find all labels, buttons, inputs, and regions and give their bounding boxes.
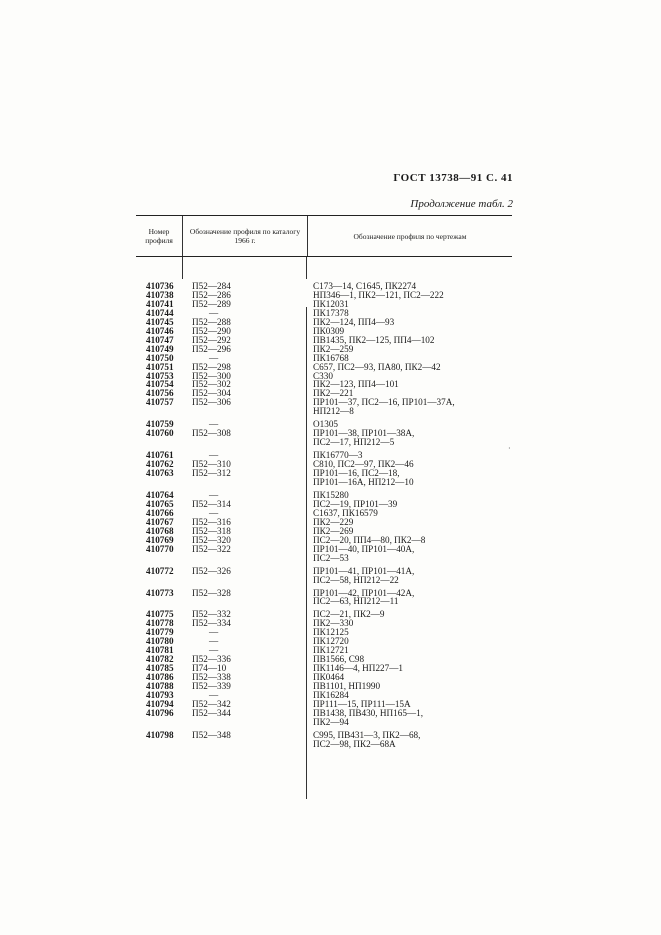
profile-number [136,740,182,749]
drawing-designation: О1305 [313,419,339,430]
table-row [136,438,512,447]
drawing-designation: С657, ПС2—93, ПА80, ПК2—42 [313,361,441,372]
table-row [136,478,512,487]
page-mark: · [508,444,511,453]
catalog-designation: П52—284 [192,281,231,291]
profile-number: 410761 [146,450,174,461]
profile-number: 410736 [146,281,174,291]
profile-number: 410744 [146,307,174,318]
drawing-designation: ПК0464 [313,672,345,683]
drawing-designation: ПР111—15, ПР111—15А [313,698,411,709]
profile-number: 410768 [146,525,174,536]
catalog-designation: П52—348 [192,729,231,740]
drawing-designation: НП212—8 [313,406,354,417]
drawing-designation: ПК12720 [313,636,349,647]
profile-number: 410794 [146,698,174,709]
profile-number: 410763 [146,468,174,479]
catalog-designation: П52—304 [192,388,231,399]
table-row [136,407,512,416]
profile-number: 410786 [146,672,174,683]
profile-number: 410747 [146,334,174,345]
catalog-designation: П52—320 [192,534,231,545]
drawing-designation: ПК2—123, ПП4—101 [313,379,399,390]
catalog-designation: П52—298 [192,361,231,372]
catalog-designation: — [209,352,219,363]
catalog-designation: П52—334 [192,618,231,629]
catalog-designation: — [209,627,219,638]
profile-number: 410764 [146,489,174,500]
profile-number: 410775 [146,609,174,620]
catalog-designation: П52—302 [192,379,231,390]
profile-number [136,438,182,447]
profile-number: 410746 [146,325,174,336]
catalog-designation: П52—318 [192,525,231,536]
profile-number [136,407,182,416]
profile-number: 410738 [146,289,174,300]
drawing-designation: ПВ1101, НП1990 [313,681,381,692]
profile-number: 410767 [146,516,174,527]
profile-number: 410796 [146,707,174,718]
profile-number: 410750 [146,352,174,363]
drawing-designation: ПК2—221 [313,388,354,399]
catalog-designation: П52—296 [192,343,231,354]
catalog-designation: П52—316 [192,516,231,527]
catalog-designation: П52—312 [192,468,231,479]
catalog-designation: П52—292 [192,334,231,345]
drawing-designation: ПС2—98, ПК2—68А [313,738,396,749]
page-header: ГОСТ 13738—91 С. 41 [393,172,513,184]
drawing-designation: ПК16284 [313,689,349,700]
profile-number: 410793 [146,689,174,700]
drawing-designation: ПР101—16А, НП212—10 [313,477,414,488]
drawing-designation: С995, ПВ431—3, ПК2—68, [313,729,421,740]
drawing-designation: ПК16770—3 [313,450,363,461]
drawing-designation: ПР101—37, ПС2—16, ПР101—37А, [313,397,455,408]
catalog-designation: — [209,636,219,647]
profile-number: 410798 [146,729,174,740]
drawing-designation: ПР101—42, ПР101—42А, [313,587,415,598]
drawing-designation: ПК2—269 [313,525,354,536]
drawing-designation: ПС2—21, ПК2—9 [313,609,385,620]
drawing-designation: ПК2—124, ПП4—93 [313,316,395,327]
catalog-designation [182,576,306,585]
catalog-designation: П52—339 [192,681,231,692]
column-header-catalog: Обозначение профиля по каталогу 1966 г. [182,216,308,256]
drawing-designation: ПВ1566, С98 [313,654,365,665]
profile-number [136,478,182,487]
profile-number [136,718,182,727]
profile-number: 410754 [146,379,174,390]
catalog-designation [182,718,306,727]
catalog-designation [182,554,306,563]
profile-number: 410745 [146,316,174,327]
catalog-designation: П52—286 [192,289,231,300]
drawing-designation: С1637, ПК16579 [313,507,378,518]
profile-number: 410778 [146,618,174,629]
drawing-designation: ПР101—16, ПС2—18, [313,468,400,479]
catalog-designation: П52—289 [192,298,231,309]
drawing-designation: ПР101—38, ПР101—38А, [313,428,415,439]
column-divider [306,307,307,799]
table-row [136,597,512,606]
row-gap [136,749,512,753]
column-divider [306,257,307,279]
catalog-designation [182,740,306,749]
catalog-designation: П52—310 [192,459,231,470]
drawing-designation: ПК12031 [313,298,349,309]
profile-number: 410760 [146,428,174,439]
drawing-designation: ПК0309 [313,325,345,336]
drawing-designation: С810, ПС2—97, ПК2—46 [313,459,414,470]
profile-number: 410765 [146,498,174,509]
profile-number: 410785 [146,663,174,674]
drawing-designation: ПК17378 [313,307,349,318]
catalog-designation: П74—10 [192,663,227,674]
drawing-designation: ПК1146—4, НП227—1 [313,663,404,674]
table-row [136,718,512,727]
profile-number: 410766 [146,507,174,518]
profile-number: 410782 [146,654,174,665]
catalog-designation: П52—328 [192,587,231,598]
catalog-designation: — [209,507,219,518]
profile-number: 410741 [146,298,174,309]
catalog-designation: П52—314 [192,498,231,509]
drawing-designation: ПВ1435, ПК2—125, ПП4—102 [313,334,435,345]
drawing-designation: ПС2—58, НП212—22 [313,574,399,585]
catalog-designation: П52—288 [192,316,231,327]
catalog-designation: П52—290 [192,325,231,336]
profile-number: 410788 [146,681,174,692]
profile-number: 410779 [146,627,174,638]
catalog-designation [182,438,306,447]
catalog-designation [182,407,306,416]
catalog-designation: П52—342 [192,698,231,709]
table-continuation-label: Продолжение табл. 2 [410,198,513,210]
drawing-designation: ПС2—63, НП212—11 [313,596,399,607]
profile-number: 410773 [146,587,174,598]
column-header-number: Номер профиля [145,227,173,245]
profile-number [136,576,182,585]
drawing-designation: ПК2—94 [313,716,349,727]
profile-number: 410770 [146,543,174,554]
profile-number: 410769 [146,534,174,545]
column-header-drawings: Обозначение профиля по чертежам [353,231,467,241]
drawing-designation: ПК2—229 [313,516,354,527]
drawing-designation: ПС2—19, ПР101—39 [313,498,398,509]
profile-number: 410757 [146,397,174,408]
catalog-designation: П52—332 [192,609,231,620]
profile-number [136,554,182,563]
profile-table [136,215,512,753]
drawing-designation: ПВ1438, ПВ430, НП165—1, [313,707,423,718]
catalog-designation: — [209,419,219,430]
profile-number: 410781 [146,645,174,656]
catalog-designation: П52—306 [192,397,231,408]
catalog-designation: П52—308 [192,428,231,439]
catalog-designation: — [209,689,219,700]
profile-number [136,597,182,606]
drawing-designation: ПС2—53 [313,552,349,563]
drawing-designation: ПС2—17, НП212—5 [313,437,395,448]
drawing-designation: ПР101—40, ПР101—40А, [313,543,415,554]
drawing-designation: ПС2—20, ПП4—80, ПК2—8 [313,534,426,545]
table-header [136,216,512,257]
profile-number: 410762 [146,459,174,470]
catalog-designation: — [209,645,219,656]
catalog-designation: — [209,307,219,318]
table-row [136,740,512,749]
profile-number: 410780 [146,636,174,647]
catalog-designation: — [209,489,219,500]
catalog-designation: П52—336 [192,654,231,665]
drawing-designation: ПК12125 [313,627,349,638]
column-divider [182,257,183,279]
drawing-designation: ПК2—259 [313,343,354,354]
table-row [136,576,512,585]
catalog-designation: П52—326 [192,565,231,576]
profile-number: 410772 [146,565,174,576]
catalog-designation: П52—300 [192,370,231,381]
profile-number: 410756 [146,388,174,399]
profile-number: 410759 [146,419,174,430]
drawing-designation: ПР101—41, ПР101—41А, [313,565,415,576]
table-body [136,257,512,753]
drawing-designation: ПК16768 [313,352,349,363]
catalog-designation: П52—344 [192,707,231,718]
drawing-designation: С173—14, С1645, ПК2274 [313,281,417,291]
catalog-designation [182,478,306,487]
profile-number: 410751 [146,361,174,372]
catalog-designation: П52—322 [192,543,231,554]
profile-number: 410749 [146,343,174,354]
catalog-designation: П52—338 [192,672,231,683]
table-row [136,554,512,563]
drawing-designation: НП346—1, ПК2—121, ПС2—222 [313,289,444,300]
profile-number: 410753 [146,370,174,381]
catalog-designation [182,597,306,606]
catalog-designation: — [209,450,219,461]
drawing-designation: С330 [313,370,333,381]
drawing-designation: ПК15280 [313,489,349,500]
drawing-designation: ПК12721 [313,645,349,656]
drawing-designation: ПК2—330 [313,618,354,629]
